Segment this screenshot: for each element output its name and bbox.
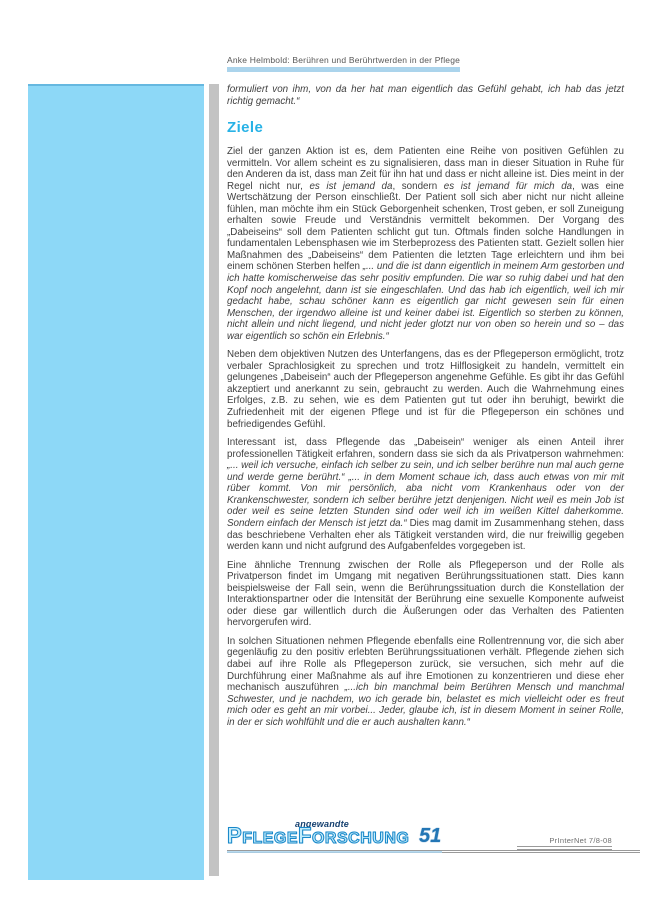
intro-quote: formuliert von ihm, von da her hat man eigentlich das Gefühl gehabt, ich hab das jetzt richtig gemacht.“ [227,84,624,107]
body-text: Ziel der ganzen Aktion ist es, dem Patienten eine Reihe von positiven Gefühlen zu vermitteln. Vor allem scheint es zu signalisieren, dass man in dieser Situation in Ruhe für den Anderen da ist, dass man Zeit für ihn hat und dass er nicht alleine ist. Dies meint in der Regel nicht nur, [227,146,624,192]
article-body [227,146,624,735]
logo-underline [227,851,442,853]
quote-text: „... weil ich versuche, einfach ich selber zu sein, und ich selber berühre nun mal auch gerne und werde gerne berührt.“ „... in dem Moment schaue ich, dass auch etwas von mir mit rüber kommt. Von mir persönlich, aba nicht vom Krankenhaus oder von der Krankenschwester, sondern ich selber berühre jetzt denjenigen. Nicht weil es mein Job ist oder weil es seine letzten Stunden sind oder weil ich im weißen Kittel daherkomme. Sondern einfach der Mensch ist jetzt da.“ [227,460,624,529]
body-text: Neben dem objektiven Nutzen des Unterfangens, das es der Pflegeperson ermöglicht, trotz verbaler Sprachlosigkeit zu sprechen und trotz Hilflosigkeit zu handeln, vermittelt ein gelungenes „Dabeisein“ auch der Pflegeperson angenehme Gefühle. Es gibt ihr das Gefühl akzeptiert und anerkannt zu sein, gebraucht zu werden. Auch die Wahrnehmung eines Erfolges, z.B. zu sehen, wie es dem Patienten gut tut oder ihn beruhigt, bewirkt die Zufriedenheit mit der eigenen Pflege und ist für die Pflegeperson ein schönes und befriedigendes Gefühl. [227,349,624,430]
quote-text: es ist jemand für mich da [443,180,573,192]
logo-page-number: 51 [419,825,442,847]
journal-logo [227,819,487,851]
body-text: , sondern [392,180,444,192]
body-text: , was eine Wertschätzung der Person einschließt. Der Patient soll sich aber nicht nur nicht alleine fühlen, man möchte ihm ein Stück Geborgenheit schenken, Trost geben, er soll Zuneigung erhalten sowie Freude und Verständnis vermittelt bekommen. Der Vorgang des „Dabeiseins“ soll dem Patienten schlicht gut tun. Oftmals finden solche Handlungen in fundamentalen Lebensphasen wie im Sterbeprozess des Patienten statt. Gezielt sollen hier Maßnahmen des „Dabeiseins“ dem Patienten die letzten Tage erleichtern und ihm bei einem schönen Sterben helfen [227,180,624,273]
body-paragraph [227,636,624,728]
body-text: Interessant ist, dass Pflegende das „Dabeisein“ weniger als einen Anteil ihrer professionellen Tätigkeit erfahren, sondern dass sie sich da als Privatperson wahrnehmen: [227,437,624,460]
quote-text: es ist jemand da [309,180,393,192]
quote-text: „...ich bin manchmal beim Berühren Mensch und manchmal Schwester, und je nachdem, wo ich gerade bin, belastet es mich vielleicht oder es freut mich oder es geht an mir vorbei... Jeder, glaube ich, ist in diesem Moment in seiner Rolle, in der er sich wohlfühlt und die er auch aushalten kann.“ [227,682,624,728]
issue-underline [517,846,612,851]
body-paragraph [227,560,624,629]
logo-wordmark: PFLEGEFORSCHUNG [227,823,410,848]
body-paragraph [227,146,624,342]
sidebar-shadow [209,84,219,876]
issue-label: PrInterNet 7/8-08 [549,836,612,845]
logo-superscript: angewandte [295,819,350,829]
body-text: In solchen Situationen nehmen Pflegende ebenfalls eine Rollentrennung vor, die sich aber gegenläufig zu den positiv erlebten Berührungssituationen verhält. Pflegende ziehen sich dabei auf ihre Rolle als Pflegeperson zurück, sie versuchen, sich mehr auf die Durchführung einer Maßnahme als auf ihre Emotionen zu konzentrieren und diese eher mechanisch auszuführen [227,635,624,694]
body-paragraph [227,349,624,430]
body-paragraph [227,437,624,552]
running-header [227,55,460,72]
sidebar-accent-panel [28,84,204,880]
body-text: Eine ähnliche Trennung zwischen der Rolle als Pflegeperson und der Rolle als Privatperson findet im Umgang mit negativen Berührungssituationen statt. Dies kann beispielsweise der Fall sein, wenn die Berührungssituation durch die Konstellation der Interaktionspartner oder die Intensität der Berührung eine sexuelle Komponente aufweist oder diese gar willentlich durch die Äußerungen oder das Verhalten des Patienten hervorgerufen wird. [227,559,624,629]
running-title-underline [227,67,460,72]
section-heading: Ziele [227,119,264,136]
body-text: Dies mag damit im Zusammenhang stehen, dass das beschriebene Verhalten eher als Tätigkeit verstanden wird, die nur freiwillig gegeben werden kann und nicht aufgrund des Aufgabenfeldes vorgegeben ist. [227,517,624,553]
quote-text: „... und die ist dann eigentlich in meinem Arm gestorben und ich hatte komischerweise das sehr positiv empfunden. Die war so ruhig dabei und hat den Kopf noch angelehnt, dann ist sie eingeschlafen. Und das hab ich eigentlich, weil ich mir gedacht habe, schau schöner kann es eigentlich gar nicht gewesen sein für einen Menschen, der irgendwo alleine ist und keiner dabei ist. Eigentlich so sterben zu können, nicht allein und nicht liegend, und nicht jeder glotzt nur von oben so herein und so – das war eigentlich so schön ein Erlebnis.“ [227,261,624,342]
running-title: Anke Helmbold: Berühren und Berührtwerden in der Pflege [227,55,461,65]
